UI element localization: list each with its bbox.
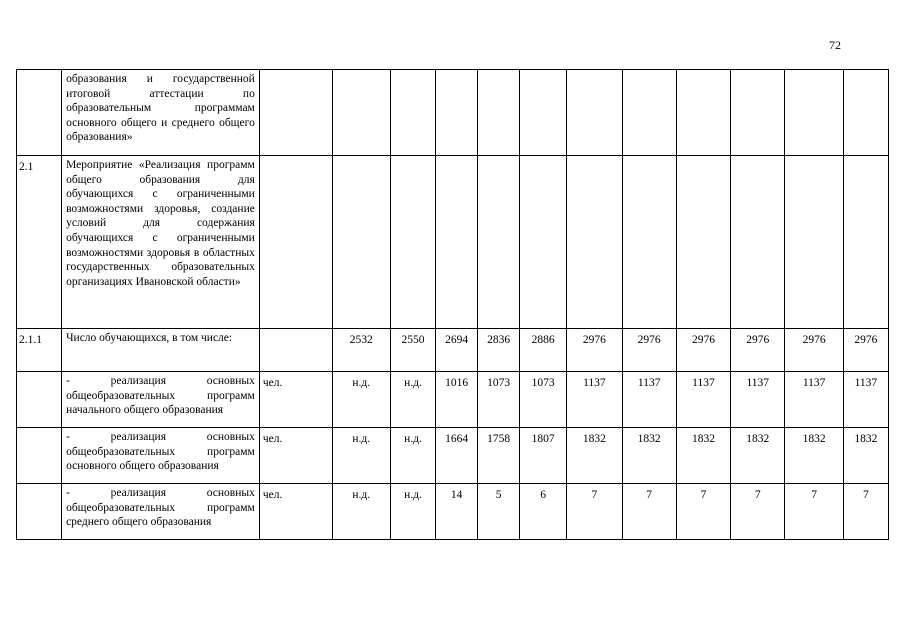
row-value: 7 [676,484,730,540]
row-value: 1137 [567,372,622,428]
row-value: 1664 [436,428,478,484]
row-value [731,156,785,329]
row-value [676,70,730,156]
row-name: образования и государственной итоговой аттестации по образовательным программам основного общего и среднего общего образования» [62,70,260,156]
row-value [567,156,622,329]
row-value: 7 [785,484,843,540]
row-value [785,70,843,156]
table-row [17,156,889,329]
row-value [436,156,478,329]
row-value [436,70,478,156]
row-value: н.д. [332,484,390,540]
row-value [843,156,888,329]
row-value [731,70,785,156]
row-value: н.д. [390,372,435,428]
row-value [785,156,843,329]
row-value: 2976 [676,329,730,372]
row-code [17,372,62,428]
row-value [520,70,567,156]
row-value: 2976 [567,329,622,372]
row-code [17,484,62,540]
row-value [520,156,567,329]
row-unit: чел. [259,372,332,428]
row-value: 1073 [520,372,567,428]
row-value: 2976 [622,329,676,372]
row-value: 1832 [731,428,785,484]
row-value: 6 [520,484,567,540]
table-row [17,329,889,372]
row-value: 1832 [622,428,676,484]
row-value: 2886 [520,329,567,372]
row-unit [259,329,332,372]
row-value [622,70,676,156]
table-body [17,70,889,540]
row-value: 1807 [520,428,567,484]
row-value: 1137 [785,372,843,428]
row-value [843,70,888,156]
row-unit [259,156,332,329]
row-value: 1758 [478,428,520,484]
page-number: 72 [829,38,841,52]
row-value: 2836 [478,329,520,372]
row-value [332,70,390,156]
row-value: 7 [731,484,785,540]
row-value [478,156,520,329]
row-name: - реализация основных общеобразовательных программ основного общего образования [62,428,260,484]
indicators-table [16,69,889,540]
row-value: 1137 [622,372,676,428]
row-value: 2532 [332,329,390,372]
row-value: 1137 [676,372,730,428]
row-name: Мероприятие «Реализация программ общего образования для обучающихся с ограниченными возможностями здоровья, создание условий для содержания обучающихся с ограниченными возможностями здоровья в областных государственных образовательных организациях Ивановской области» [62,156,260,329]
row-value: 7 [622,484,676,540]
row-value: 1832 [843,428,888,484]
row-value: 14 [436,484,478,540]
row-code [17,70,62,156]
row-value: 7 [843,484,888,540]
row-value: 1832 [676,428,730,484]
table-row [17,428,889,484]
row-value [332,156,390,329]
row-value: 1832 [785,428,843,484]
row-unit [259,70,332,156]
row-value [676,156,730,329]
row-value [390,156,435,329]
table-row [17,372,889,428]
row-value: 7 [567,484,622,540]
row-value [567,70,622,156]
row-value: 1016 [436,372,478,428]
row-value: 1073 [478,372,520,428]
row-value: 2550 [390,329,435,372]
row-value: н.д. [390,484,435,540]
row-code: 2.1.1 [17,329,62,372]
row-value [478,70,520,156]
row-value: н.д. [332,372,390,428]
row-unit: чел. [259,428,332,484]
row-value: н.д. [390,428,435,484]
table-row [17,484,889,540]
row-value: 1832 [567,428,622,484]
row-code [17,428,62,484]
row-value: 2694 [436,329,478,372]
row-code: 2.1 [17,156,62,329]
row-name: - реализация основных общеобразовательных программ среднего общего образования [62,484,260,540]
row-name: Число обучающихся, в том числе: [62,329,260,372]
row-value: н.д. [332,428,390,484]
row-value: 2976 [731,329,785,372]
row-name: - реализация основных общеобразовательных программ начального общего образования [62,372,260,428]
row-value: 5 [478,484,520,540]
row-value [622,156,676,329]
table-row [17,70,889,156]
row-value [390,70,435,156]
row-value: 2976 [785,329,843,372]
row-value: 1137 [731,372,785,428]
row-value: 2976 [843,329,888,372]
row-unit: чел. [259,484,332,540]
row-value: 1137 [843,372,888,428]
